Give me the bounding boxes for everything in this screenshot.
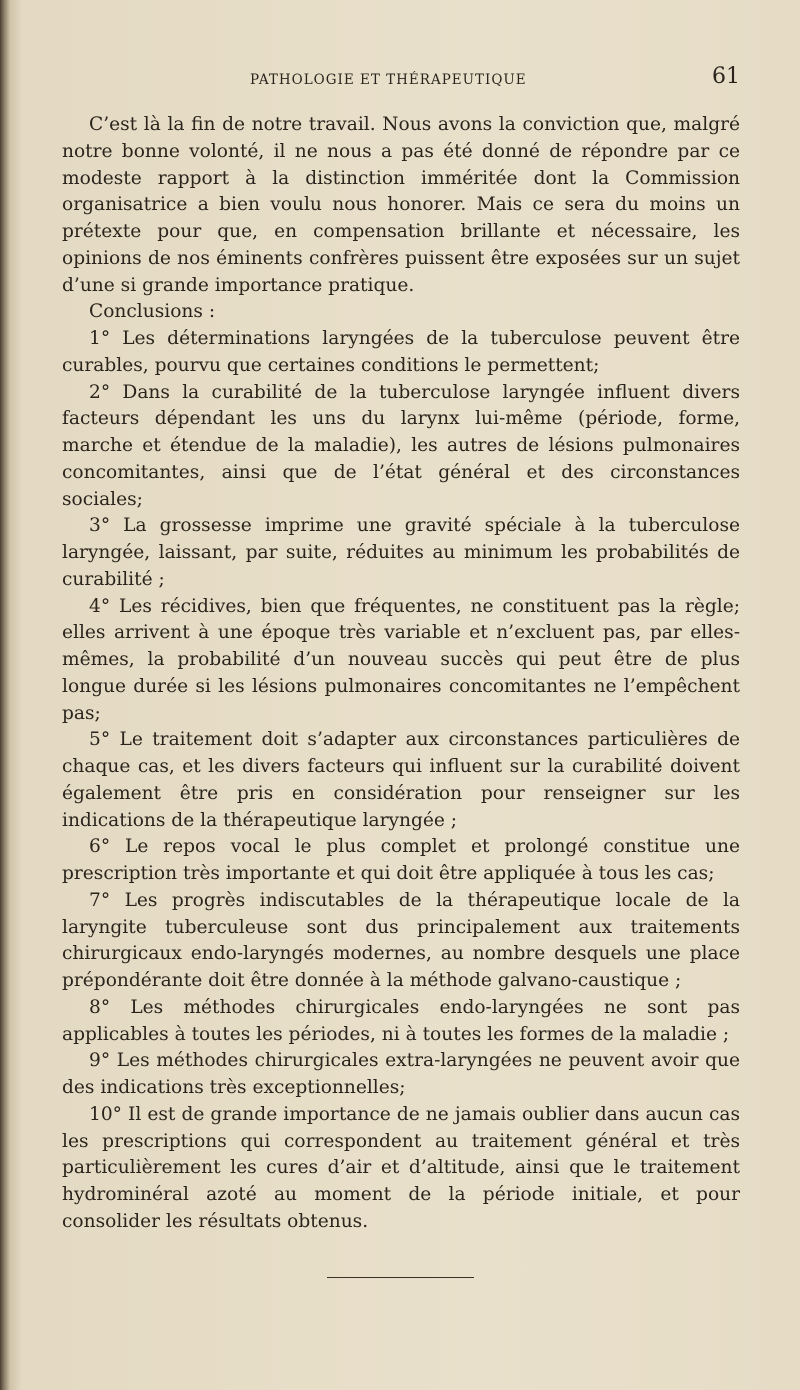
- conclusion-5: 5° Le traitement doit s’adapter aux circonstances particulières de chaque cas, et les divers facteurs qui influent sur la curabilité doivent également être pris en considération pour renseigner sur les indications de la thérapeutique laryngée ;: [62, 729, 740, 831]
- paragraph-conclusions-heading: Conclusions :: [89, 301, 216, 323]
- page-number: 61: [712, 64, 740, 89]
- conclusion-8: 8° Les méthodes chirurgicales endo-laryngées ne sont pas applicables à toutes les périodes, ni à toutes les formes de la maladie ;: [62, 996, 740, 1045]
- conclusion-2: 2° Dans la curabilité de la tuberculose laryngée influent divers facteurs dépendant les uns du larynx lui-même (période, forme, marche et étendue de la maladie), les autres de lésions pulmonaires concomitantes, ainsi que de l’état général et des circonstances sociales;: [62, 381, 740, 510]
- body-text: [62, 112, 740, 1236]
- end-rule-divider: [327, 1277, 474, 1278]
- conclusion-1: 1° Les déterminations laryngées de la tuberculose peuvent être curables, pourvu que certaines conditions le permettent;: [62, 328, 740, 376]
- conclusion-10: 10° Il est de grande importance de ne jamais oublier dans aucun cas les prescriptions qui correspondent au traitement général et très particulièrement les cures d’air et d’altitude, ainsi que le traitement hydrominéral azoté au moment de la période initiale, et pour consolider les résultats obtenus.: [62, 1103, 740, 1232]
- conclusion-6: 6° Le repos vocal le plus complet et prolongé constitue une prescription très importante et qui doit être appliquée à tous les cas;: [62, 836, 740, 884]
- running-title: PATHOLOGIE ET THÉRAPEUTIQUE: [250, 72, 527, 88]
- conclusion-7: 7° Les progrès indiscutables de la thérapeutique locale de la laryngite tuberculeuse sont dus principalement aux traitements chirurgicaux endo-laryngés modernes, au nombre desquels une place prépondérante doit être donnée à la méthode galvano-caustique ;: [62, 889, 740, 991]
- conclusion-9: 9° Les méthodes chirurgicales extra-laryngées ne peuvent avoir que des indications très exceptionnelles;: [62, 1050, 740, 1098]
- paragraph-intro: C’est là la fin de notre travail. Nous avons la conviction que, malgré notre bonne volonté, il ne nous a pas été donné de répondre par ce modeste rapport à la distinction imméritée dont la Commission organisatrice a bien voulu nous honorer. Mais ce sera du moins un prétexte pour que, en compensation brillante et nécessaire, les opinions de nos éminents confrères puissent être exposées sur un sujet d’une si grande importance pratique.: [62, 114, 740, 296]
- page-header: [60, 62, 740, 94]
- conclusion-3: 3° La grossesse imprime une gravité spéciale à la tuberculose laryngée, laissant, par suite, réduites au minimum les probabilités de curabilité ;: [62, 515, 740, 590]
- conclusion-4: 4° Les récidives, bien que fréquentes, ne constituent pas la règle; elles arrivent à une époque très variable et n’excluent pas, par elles-mêmes, la probabilité d’un nouveau succès qui peut être de plus longue durée si les lésions pulmonaires concomitantes ne l’empêchent pas;: [62, 595, 740, 724]
